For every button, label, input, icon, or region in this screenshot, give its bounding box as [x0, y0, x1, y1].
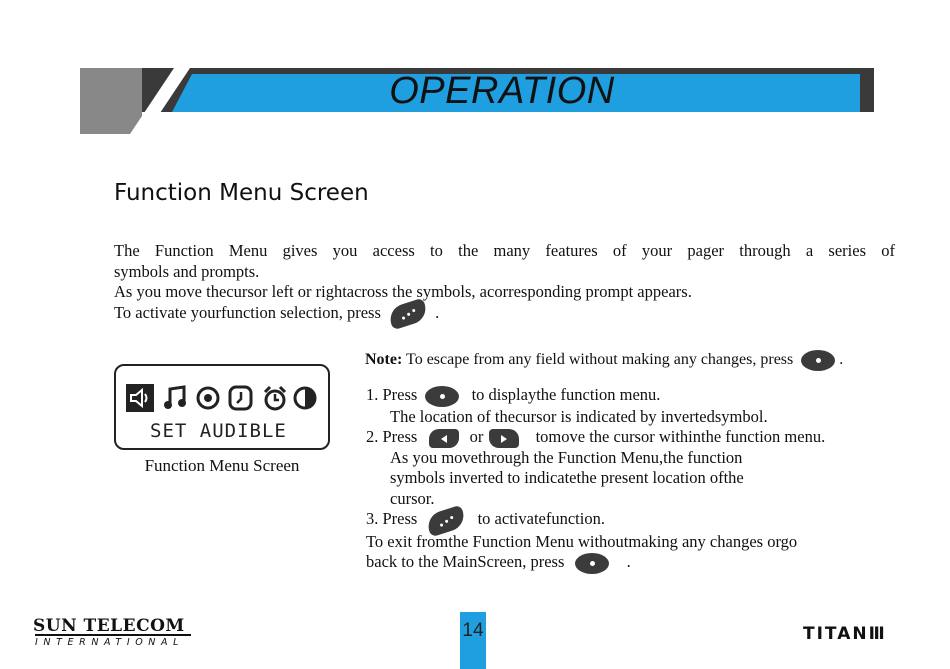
- speaker-icon: [126, 384, 154, 412]
- select-button-icon: [425, 386, 459, 407]
- note-label: Note:: [365, 351, 403, 369]
- clock-icon: [228, 384, 254, 412]
- step-line: [366, 385, 825, 407]
- intro-text: To activate yourfunction selection, press: [114, 302, 381, 322]
- step-line: The location of thecursor is indicated by invertedsymbol.: [390, 406, 768, 426]
- intro-line: [114, 303, 904, 325]
- step-text: .: [626, 552, 631, 572]
- note-line: [365, 350, 843, 371]
- steps-list: [366, 385, 825, 574]
- left-arrow-button-icon: [429, 429, 459, 448]
- note-end: .: [839, 351, 844, 369]
- intro-text: .: [435, 302, 440, 322]
- step-text: 3. Press: [366, 509, 418, 529]
- intro-line: As you move thecursor left or rightacross the symbols, acorresponding prompt appears.: [114, 282, 692, 301]
- step-text: to displaythe function menu.: [471, 385, 661, 404]
- step-line: [366, 552, 825, 574]
- step-text: 1. Press: [366, 385, 418, 404]
- step-text: to activatefunction.: [477, 509, 605, 529]
- step-text: back to the MainScreen, press: [366, 552, 565, 572]
- note-text: To escape from any field without making any changes, press: [406, 351, 794, 369]
- escape-button-icon: [575, 553, 609, 574]
- intro-paragraph: [114, 241, 904, 325]
- function-button-icon: [387, 297, 430, 330]
- step-line: To exit fromthe Function Menu withoutmaking any changes orgo: [366, 531, 798, 551]
- step-text: tomove the cursor withinthe function menu.: [535, 427, 826, 447]
- escape-button-icon: [801, 350, 835, 371]
- step-text: or: [469, 427, 484, 447]
- intro-line: symbols and prompts.: [114, 261, 260, 281]
- brand-logo-subtitle: INTERNATIONAL: [35, 634, 191, 648]
- step-line: symbols inverted to indicatethe present location ofthe: [390, 468, 744, 488]
- page-number: 14: [462, 620, 484, 641]
- lcd-prompt-text: SET AUDIBLE: [150, 420, 287, 442]
- page-title: OPERATION: [389, 70, 615, 112]
- alarm-clock-icon: [262, 384, 288, 412]
- figure-caption: Function Menu Screen: [144, 456, 300, 475]
- model-name: TITANⅢ: [803, 624, 887, 644]
- step-line: [366, 509, 825, 531]
- intro-line: The Function Menu gives you access to the many features of your pager through a series of: [114, 241, 895, 260]
- header-gray-block: [80, 68, 142, 134]
- lcd-icon-row: [126, 384, 326, 414]
- step-line: As you movethrough the Function Menu,the function: [390, 447, 743, 467]
- step-line: cursor.: [390, 488, 435, 508]
- brand-logo: SUN TELECOM: [33, 616, 185, 636]
- section-title: Function Menu Screen: [114, 180, 369, 206]
- contrast-icon: [292, 384, 318, 412]
- right-arrow-button-icon: [489, 429, 519, 448]
- step-line: [366, 427, 825, 448]
- music-note-icon: [162, 384, 188, 412]
- step-text: 2. Press: [366, 427, 418, 447]
- target-icon: [196, 384, 222, 412]
